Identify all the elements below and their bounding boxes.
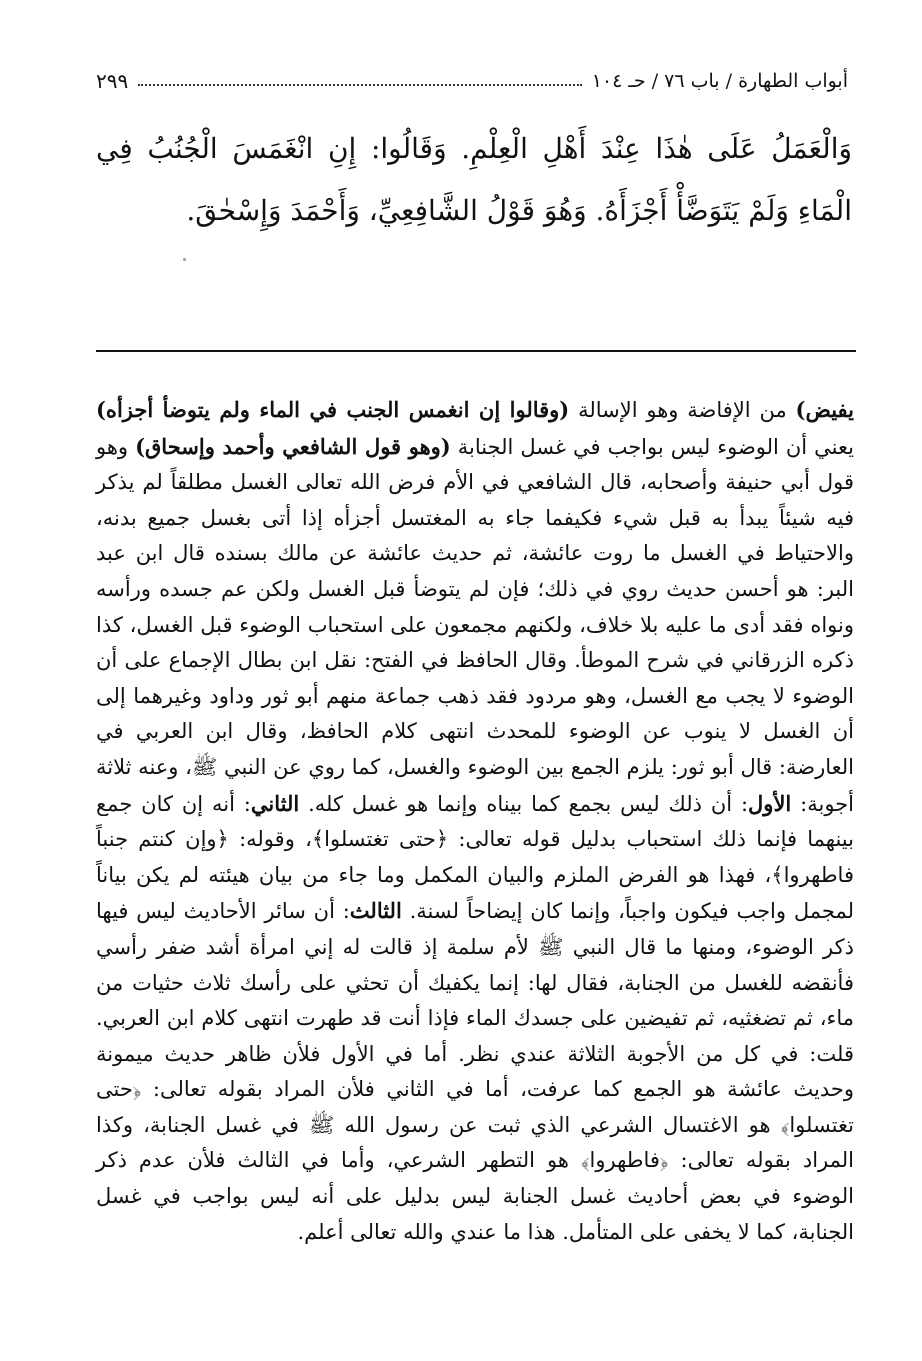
- commentary-segment: من الإفاضة وهو الإسالة: [569, 398, 796, 422]
- commentary-segment-bold: (وهو قول الشافعي وأحمد وإسحاق): [135, 433, 451, 459]
- commentary-segment-bold: الثالث: [349, 898, 402, 924]
- commentary-segment-bold: الأول: [748, 790, 792, 816]
- hadith-text-block: [96, 118, 852, 242]
- commentary-segment: يعني أن الوضوء ليس بواجب في غسل الجنابة: [450, 434, 854, 459]
- commentary-segment: وهو قول أبي حنيفة وأصحابه، قال الشافعي في الأم فرض الله تعالى الغسل مطلقاً لم يذكر فيه شيئاً يبدأ به قبل شيء فكيفما جاء به المغتسل أجزأه إذا أتى بغسل جميع بدنه، والاحتياط في الغسل ما روت عائشة، ثم حديث عائشة عن مالك بسنده قال ابن عبد البر: هو أحسن حديث روي في ذلك؛ فإن لم يتوضأ قبل الغسل ولكن عم جسده ورأسه ونواه فقد أدى ما عليه بلا خلاف، ولكنهم مجمعون على استحباب الوضوء قبل الغسل، كذا ذكره الزرقاني في شرح الموطأ. وقال الحافظ في الفتح: نقل ابن بطال الإجماع على أن الوضوء لا يجب مع الغسل، وهو مردود فقد ذهب جماعة منهم أبو ثور وداود وغيرهما إلى أن الغسل لا ينوب عن الوضوء للمحدث انتهى كلام الحافظ، وقال ابن العربي في العارضة: قال أبو ثور: يلزم الجمع بين الوضوء والغسل، كما روي عن النبي ﷺ، وعنه ثلاثة أجوبة:: [96, 434, 854, 816]
- hadith-text: وَالْعَمَلُ عَلَى هٰذَا عِنْدَ أَهْلِ الْعِلْمِ. وَقَالُوا: إِنِ انْغَمَسَ الْجُنُبُ فِي الْمَاءِ وَلَمْ يَتَوَضَّأْ أَجْزَأَهُ. وَهُوَ قَوْلُ الشَّافِعِيِّ، وَأَحْمَدَ وَإِسْحٰقَ.: [96, 132, 852, 227]
- commentary-segment-bold: يفيض): [795, 397, 854, 422]
- commentary-segment-bold: (وقالوا إن انغمس الجنب في الماء ولم يتوضأ أجزأه): [96, 397, 570, 422]
- dotted-leader: [138, 84, 581, 86]
- commentary-segment: : أنه إن كان جمع بينهما فإنما ذلك استحباب بدليل قوله تعالى: ﴿حتى تغتسلوا﴾، وقوله: ﴿وإن كنتم جنباً فاطهروا﴾، فهذا هو الفرض الملزم والبيان المكمل وما جاء من بيان هيئته لم يكن بياناً لمجمل واجب فيكون واجباً، وإنما كان إيضاحاً لسنة.: [96, 791, 854, 924]
- running-head: أبواب الطهارة / باب ٧٦ / حـ ١٠٤: [591, 70, 848, 92]
- commentary-segment-bold: الثاني: [250, 790, 300, 816]
- commentary-segment: : أن سائر الأحاديث ليس فيها ذكر الوضوء، ومنها ما قال النبي ﷺ لأم سلمة إذ قالت له إني امرأة أشد ضفر رأسي فأنقضه للغسل من الجنابة، فقال لها: إنما يكفيك أن تحثي على رأسك ثلاث حثيات من ماء، ثم تضغثيه، ثم تفيضين على جسدك الماء فإذا أنت قد طهرت انتهى كلام ابن العربي. قلت: في كل من الأجوبة الثلاثة عندي نظر. أما في الأول فلأن ظاهر حديث ميمونة وحديث عائشة هو الجمع كما عرفت، أما في الثاني فلأن المراد بقوله تعالى: ﴿حتى تغتسلوا﴾ هو الاغتسال الشرعي الذي ثبت عن رسول الله ﷺ في غسل الجنابة، وكذا المراد بقوله تعالى: ﴿فاطهروا﴾ هو التطهر الشرعي، وأما في الثالث فلأن عدم ذكر الوضوء في بعض أحاديث غسل الجنابة ليس بدليل على أنه ليس بواجب في غسل الجنابة، كما لا يخفى على المتأمل. هذا ما عندي والله تعالى أعلم.: [96, 899, 854, 1244]
- page-number: ٢٩٩: [96, 69, 129, 93]
- commentary-segment: : أن ذلك ليس بجمع كما بيناه وإنما هو غسل كله.: [299, 791, 749, 816]
- print-speck: [183, 258, 186, 261]
- commentary-block: [96, 392, 854, 1250]
- commentary-paragraph: [96, 392, 854, 1250]
- footnote-divider: [96, 350, 856, 352]
- page-header: [96, 64, 848, 98]
